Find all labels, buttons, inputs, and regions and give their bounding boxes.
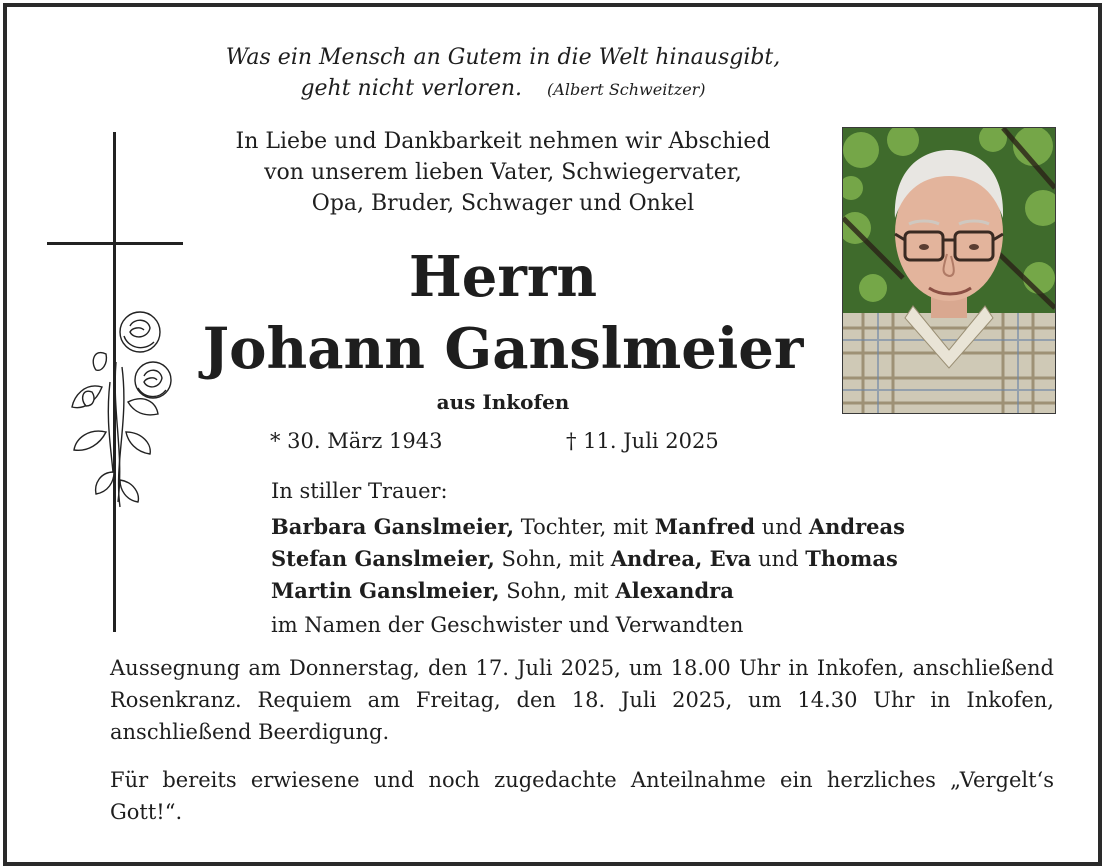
mourner-row (271, 511, 1031, 543)
mourner-partner: Manfred (654, 514, 756, 539)
mourner-name: Martin Ganslmeier, (271, 578, 500, 603)
mourner-row (271, 575, 1031, 607)
intro-line-3: Opa, Bruder, Schwager und Onkel (311, 191, 695, 216)
memorial-quote (150, 42, 856, 105)
family-note: im Namen der Geschwister und Verwandten (271, 613, 744, 637)
quote-line-1: Was ein Mensch an Gutem in die Welt hinausgibt, (225, 45, 781, 70)
thanks-note: Für bereits erwiesene und noch zugedachte Anteilnahme ein herzliches „Vergelt‘s Gott!“. (110, 768, 1054, 824)
portrait-photo (842, 127, 1056, 414)
mourners-label: In stiller Trauer: (271, 479, 448, 503)
mourner-name: Stefan Ganslmeier, (271, 546, 495, 571)
deceased-origin: aus Inkofen (436, 390, 570, 414)
mourner-partner: Alexandra (615, 578, 734, 603)
mourners-list (271, 476, 1031, 641)
deceased-name: Johann Ganslmeier (202, 316, 804, 382)
mourner-partner: Thomas (805, 546, 898, 571)
mourner-partner: Andreas (808, 514, 905, 539)
mourner-join: und (755, 515, 809, 539)
death-date: † 11. Juli 2025 (566, 429, 719, 453)
mourner-relation: Sohn, mit (494, 547, 611, 571)
quote-author: (Albert Schweitzer) (547, 80, 706, 99)
quote-line-2-text: geht nicht verloren. (300, 76, 523, 101)
mourner-partner: Andrea, Eva (610, 546, 752, 571)
mourner-join: und (751, 547, 806, 571)
mourner-relation: Tochter, mit (514, 515, 655, 539)
mourner-row (271, 543, 1031, 575)
salutation: Herrn (408, 244, 598, 310)
intro-text (150, 126, 856, 219)
mourner-name: Barbara Ganslmeier, (271, 514, 515, 539)
intro-line-2: von unserem lieben Vater, Schwiegervater, (264, 160, 742, 185)
birth-date: * 30. März 1943 (270, 429, 443, 453)
cross-with-roses-icon (44, 132, 186, 632)
mourner-relation: Sohn, mit (499, 579, 616, 603)
service-details: Aussegnung am Donnerstag, den 17. Juli 2025, um 18.00 Uhr in Inkofen, anschließend Rosenkranz. Requiem am Freitag, den 18. Juli 2025, um 14.30 Uhr in Inkofen, anschließend Beerdigung. (110, 656, 1054, 744)
intro-line-1: In Liebe und Dankbarkeit nehmen wir Abschied (235, 129, 771, 154)
quote-line-2 (150, 73, 856, 105)
